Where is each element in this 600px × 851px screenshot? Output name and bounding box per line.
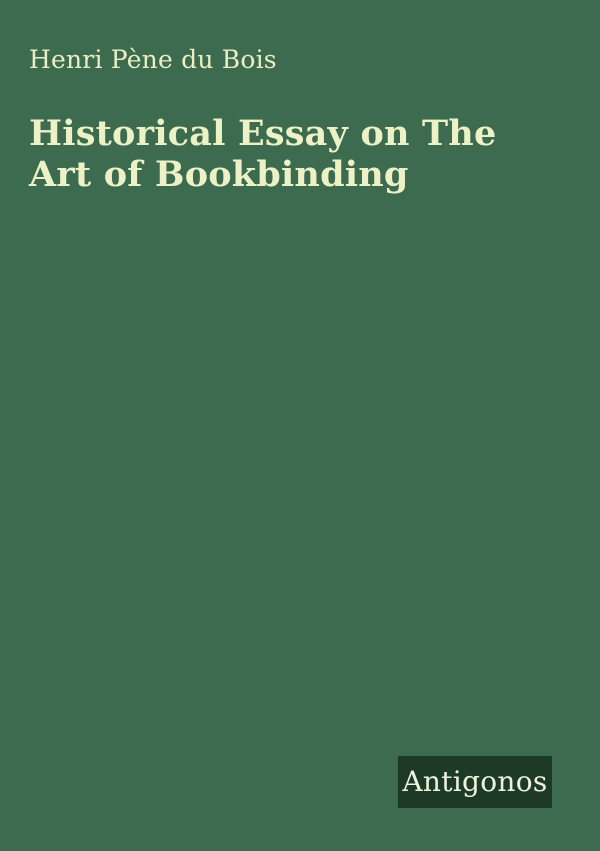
publisher-logo-box <box>398 756 552 808</box>
author-name: Henri Pène du Bois <box>29 45 277 74</box>
book-title: Historical Essay on The Art of Bookbinding <box>29 112 497 195</box>
publisher-name: Antigonos <box>402 765 548 798</box>
